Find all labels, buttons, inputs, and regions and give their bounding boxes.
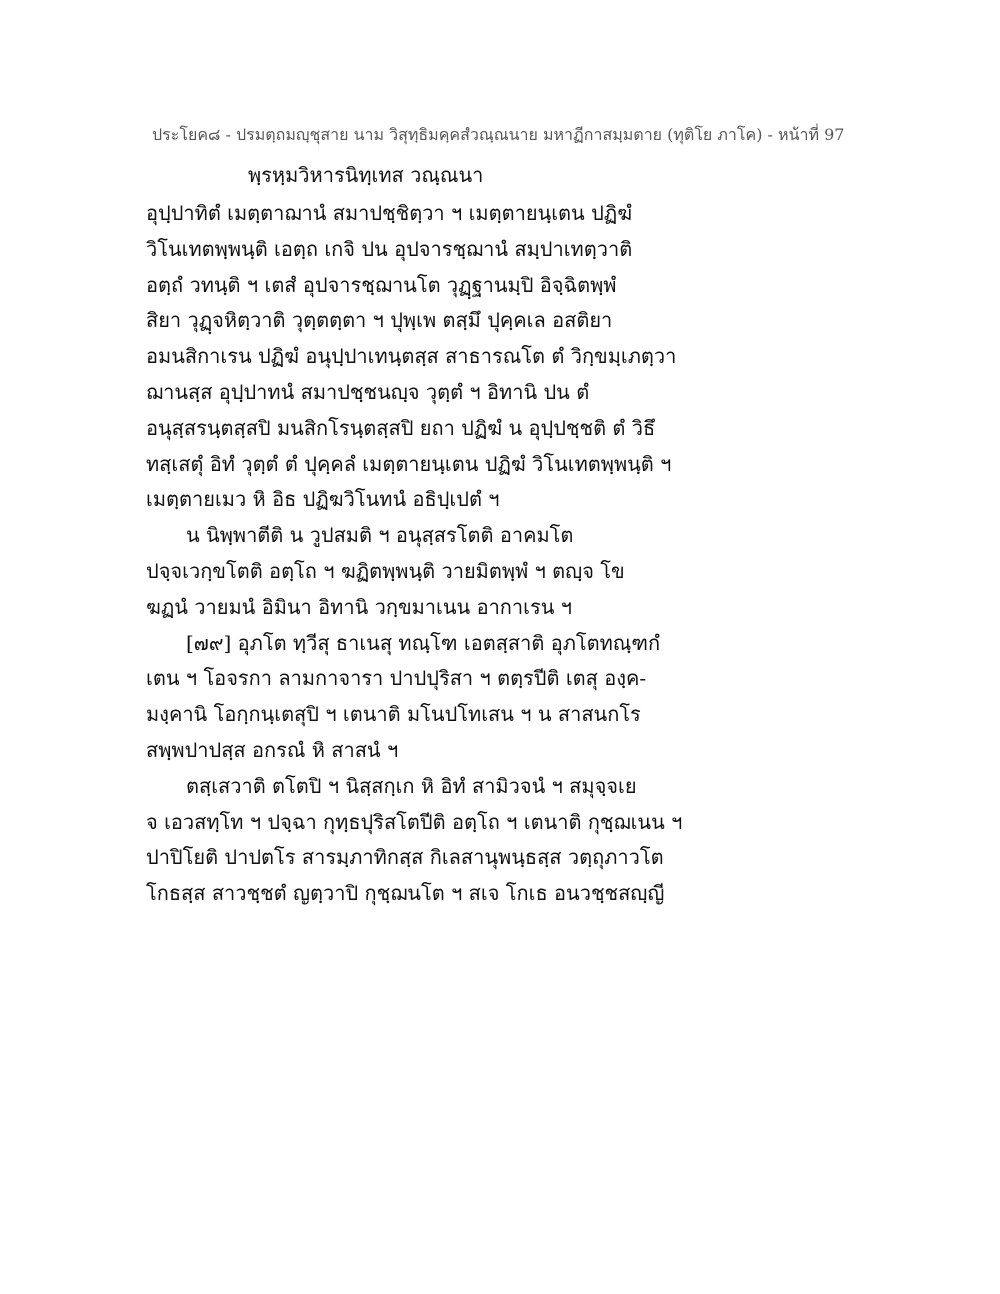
text-line: ฆฏนํ วายมนํ อิมินา อิทานิ วกฺขมาเนน อากาเรน ฯ [146,594,572,619]
text-line: เมตฺตายเมว หิ อิธ ปฏิฆวิโนทนํ อธิปฺเปตํ ฯ [146,487,500,512]
text-line: สพฺพปาปสฺส อกรณํ หิ สาสนํ ฯ [146,737,399,762]
text-line: ปจฺจเวกฺขโตติ อตฺโถ ฯ ฆฏิตพฺพนฺติ วายมิตพฺพํ ฯ ตญฺจ โข [146,558,625,583]
text-line: สิยา วุฏฺจหิตฺวาติ วุตฺตตฺตา ฯ ปุพฺเพ ตสฺมึ ปุคฺคเล อสติยา [146,308,613,333]
text-line: ฌานสฺส อุปฺปาทนํ สมาปชฺชนญฺจ วุตฺตํ ฯ อิทานิ ปน ตํ [146,379,590,404]
text-line: อนุสฺสรนฺตสฺสปิ มนสิกโรนฺตสฺสปิ ยถา ปฏิฆํ น อุปฺปชฺชติ ตํ วิธึ [146,415,656,440]
text-line: อมนสิกาเรน ปฏิฆํ อนุปฺปาเทนฺตสฺส สาธารณโต ตํ วิกฺขมฺเภตฺวา [146,344,677,369]
running-header: ประโยค๘ - ปรมตฺถมญฺชุสาย นาม วิสุทฺธิมคฺคสํวณฺณนาย มหาฏีกาสมฺมตาย (ทุติโย ภาโค) - หน้าที่ 97 [152,125,845,144]
section-title: พฺรหฺมวิหารนิทฺเทส วณฺณนา [248,163,484,187]
text-line: โกธสฺส สาวชฺชตํ ญตฺวาปิ กุชฺฌนโต ฯ สเจ โกเธ อนวชฺชสญฺญี [146,881,665,906]
paragraph-start-line: น นิพฺพาตีติ น วูปสมติ ฯ อนุสฺสรโตติ อาคมโต [186,523,574,548]
text-line: อตฺถํ วทนฺติ ฯ เตสํ อุปจารชฺฌานโต วุฏฺฐานมฺปิ อิจฺฉิตพฺพํ [146,272,617,297]
text-line: วิโนเทตพฺพนฺติ เอตฺถ เกจิ ปน อุปจารชฺฌานํ สมฺปาเทตฺวาติ [146,236,633,261]
body-text [146,196,686,912]
text-line: ทสฺเสตุํ อิทํ วุตฺตํ ตํ ปุคฺคลํ เมตฺตายนฺเตน ปฏิฆํ วิโนเทตพฺพนฺติ ฯ [146,451,672,476]
text-line: เตน ฯ โอจรกา ลามกาจารา ปาปปุริสา ฯ ตตฺรปีติ เตสุ องฺค- [146,666,647,691]
paragraph-start-line: ตสฺเสวาติ ตโตปิ ฯ นิสฺสกฺเก หิ อิทํ สามิวจนํ ฯ สมุจฺจเย [186,773,637,798]
text-line: มงฺคานิ โอกฺกนฺเตสุปิ ฯ เตนาติ มโนปโทเสน ฯ น สาสนกโร [146,702,641,727]
text-line: จ เอวสทฺโท ฯ ปจฺฉา กุทฺธปุริสโตปีติ อตฺโถ ฯ เตนาติ กุชฺฌเนน ฯ [146,809,683,834]
paragraph-start-line: [๗๙] อุภโต ทฺวีสุ ธาเนสุ ทณฺโฑ เอตสฺสาติ อุภโตทณฺฑกํ [186,630,661,655]
text-line: ปาปิโยติ ปาปตโร สารมฺภาทิกสฺส กิเลสานุพนฺธสฺส วตฺถุภาวโต [146,845,664,870]
text-line: อุปฺปาทิตํ เมตฺตาฌานํ สมาปชฺชิตฺวา ฯ เมตฺตายนฺเตน ปฏิฆํ [146,201,633,225]
